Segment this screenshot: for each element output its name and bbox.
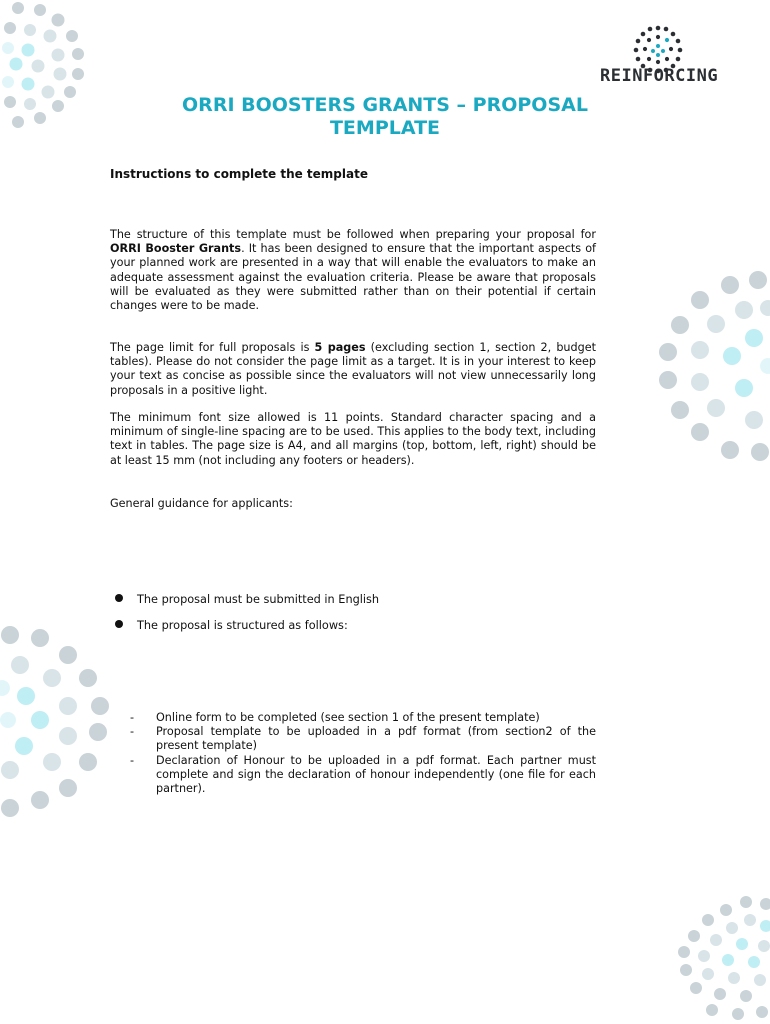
decorative-dots-bottom-right: [670, 890, 770, 1024]
list-item-text: Proposal template to be uploaded in a pdf format (from section2 of the present template): [156, 725, 596, 753]
bullet-text: The proposal must be submitted in English: [137, 593, 380, 606]
dash-marker: -: [130, 753, 135, 767]
bullet-text: The proposal is structured as follows:: [137, 619, 348, 632]
bullet-item: [115, 619, 348, 633]
dash-marker: -: [130, 711, 135, 724]
logo-wordmark: REINFORCING: [600, 66, 719, 86]
bullet-item: [115, 593, 379, 607]
paragraph-page-limit: [110, 341, 596, 398]
paragraph-font-size: The minimum font size allowed is 11 points. Standard character spacing and a minimum of single-line spacing are to be used. This applies to the body text, including text in tables. The page size is A4, and all margins (top, bottom, left, right) should be at least 15 mm (not including any footers or headers).: [110, 411, 596, 467]
decorative-dots-left-lower: [0, 620, 115, 820]
title-line-2: TEMPLATE: [329, 117, 441, 139]
paragraph-guidance-heading: General guidance for applicants:: [110, 497, 293, 510]
page-title: [110, 94, 660, 140]
title-line-1: ORRI BOOSTERS GRANTS – PROPOSAL: [182, 94, 588, 116]
paragraph-text: The structure of this template must be followed when preparing your proposal for: [110, 228, 596, 241]
section-heading: Instructions to complete the template: [110, 167, 368, 181]
paragraph-text: . It has been designed to ensure that the important aspects of your planned work are presented in a way that will enable the evaluators to make an adequate assessment against the evaluation criteria. Please be aware that proposals will be evaluated as they were submitted rather than on their potential if certain changes were to be made.: [110, 242, 596, 313]
decorative-dots-right-middle: [650, 260, 770, 465]
dot-cluster: [659, 271, 770, 461]
paragraph-bold: 5 pages: [314, 341, 366, 354]
paragraph-text: (excluding section 1, section 2, budget tables). Please do not consider the page limit as a target. It is in your interest to keep your text as concise as possible since the evaluators will not view unnecessarily long proposals in a positive light.: [110, 341, 596, 397]
list-item: [130, 711, 596, 725]
list-item-text: Declaration of Honour to be uploaded in a pdf format. Each partner must complete and sign the declaration of honour independently (one file for each partner).: [156, 753, 596, 796]
paragraph-structure: [110, 228, 596, 313]
dash-list: [130, 711, 596, 796]
bullet-icon: [115, 594, 123, 602]
list-item-text: Online form to be completed (see section 1 of the present template): [156, 711, 540, 724]
paragraph-bold: ORRI Booster Grants: [110, 242, 242, 256]
decorative-dots-top-left: [0, 0, 100, 135]
dash-marker: -: [130, 725, 135, 739]
bullet-icon: [115, 620, 123, 628]
dot-cluster: [0, 626, 109, 817]
list-item: [130, 725, 596, 753]
list-item: [130, 754, 596, 797]
paragraph-text: The page limit for full proposals is: [110, 341, 315, 354]
dot-cluster: [678, 896, 770, 1020]
dot-cluster: [2, 2, 84, 128]
